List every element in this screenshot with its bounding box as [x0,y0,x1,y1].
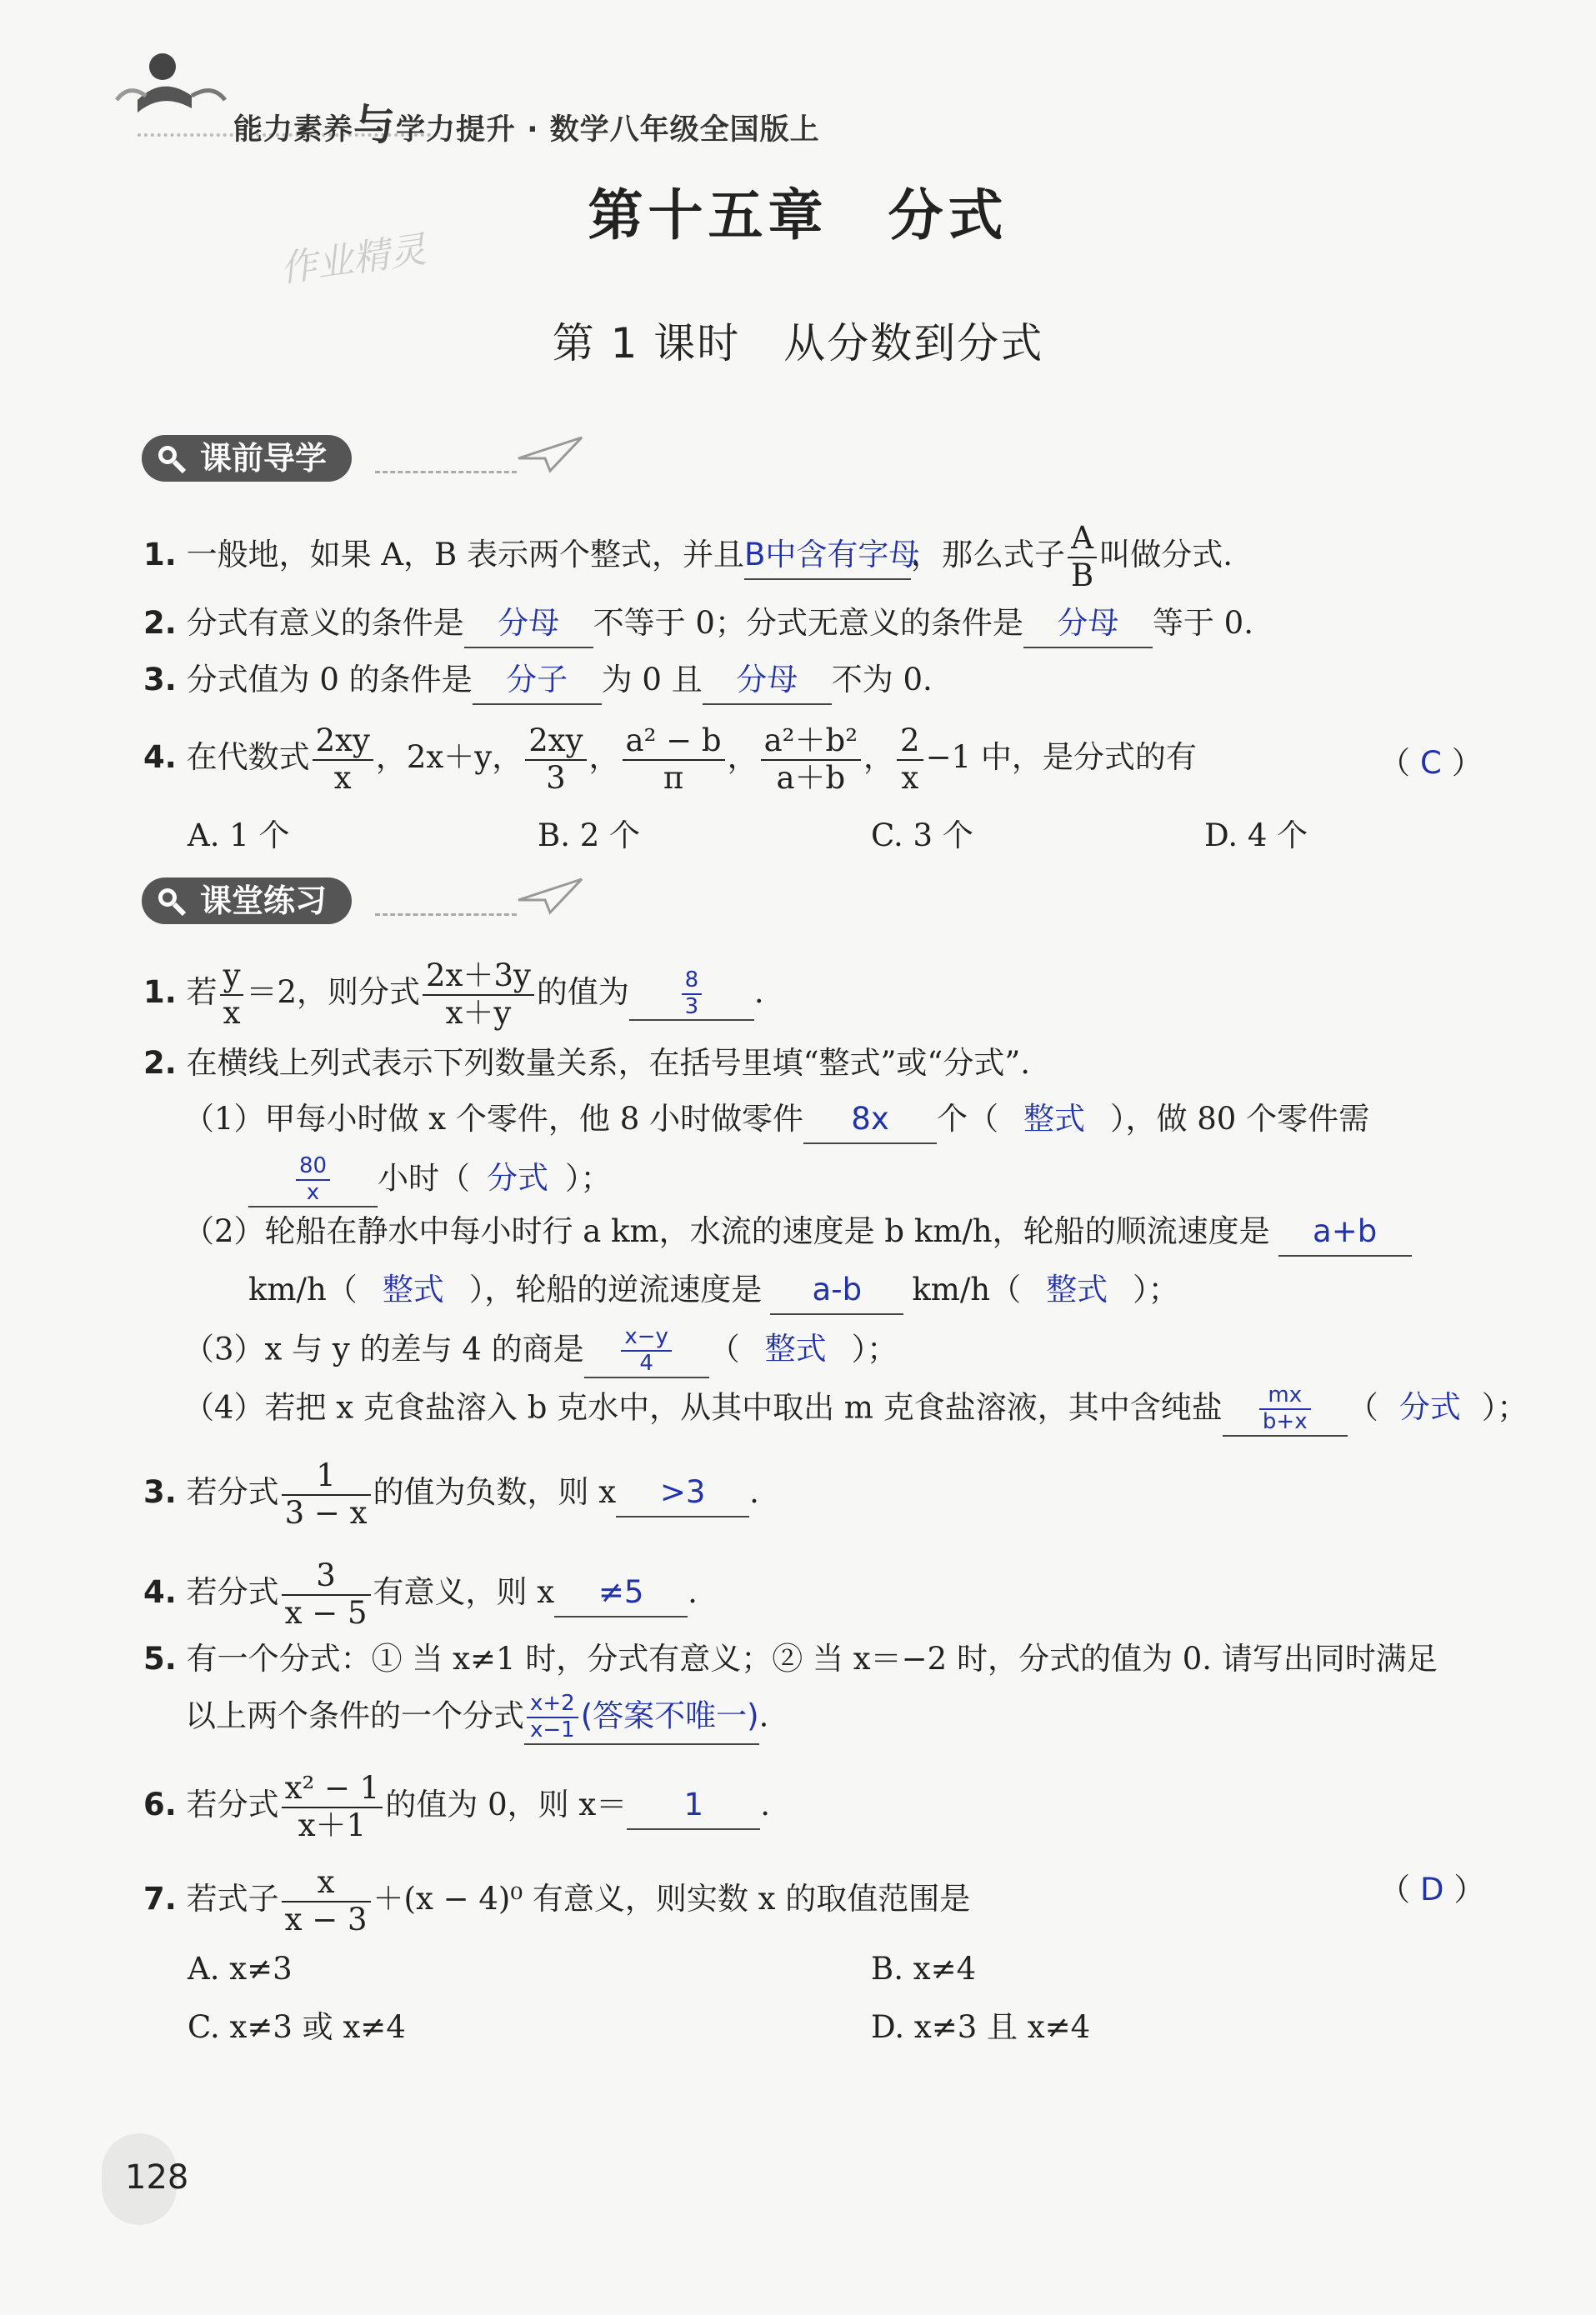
q7-option-d: D. x≠3 且 x≠4 [871,2009,1091,2045]
fraction [623,723,725,796]
answer-blank [584,1325,709,1378]
q-text: 为 0 且 [601,662,703,698]
answer-blank [248,1154,378,1208]
q-number: 1. [143,974,177,1011]
type-answer: 整式 [382,1272,444,1308]
fraction [282,1771,383,1843]
q-text: （ [1347,1389,1378,1426]
q-number: 1. [143,537,177,573]
denominator: x [223,994,241,1031]
fraction [761,723,861,796]
q-text: ，那么式子 [911,537,1066,573]
q-text: 不为 0. [831,662,933,698]
q-text: ＝2，则分式 [246,974,421,1011]
type-answer: 整式 [1023,1101,1085,1137]
q4-option-c: C. 3 个 [871,818,973,853]
q-number: 4. [143,739,177,776]
q-text: （4）若把 x 克食盐溶入 b 克水中，从其中取出 m 克食盐溶液，其中含纯盐 [183,1389,1223,1426]
denominator: x − 3 [284,1901,368,1938]
fraction [282,1558,371,1631]
denominator: a＋b [776,759,846,796]
q-text: 的值为负数，则 x [373,1474,617,1511]
answer-fraction [527,1692,578,1743]
answer-blank: 8x [803,1096,937,1144]
answer-fraction [1259,1383,1311,1435]
numerator: A [1068,521,1097,558]
fraction [313,723,373,796]
type-answer: 整式 [1046,1272,1108,1308]
magnifier-icon [155,442,187,474]
denominator: x − 5 [284,1594,368,1631]
answer-blank: a+b [1278,1208,1412,1257]
section-class-practice [142,878,352,924]
q-text: km/h（ [912,1272,1022,1308]
header-amp: 与 [353,101,397,149]
q-text: （2）轮船在静水中每小时行 a km，水流的速度是 b km/h，轮船的顺流速度是 [183,1213,1270,1249]
practice-2-part-2-cont [248,1267,1179,1315]
q-number: 5. [143,1641,177,1677]
question-3 [143,657,933,705]
section-pre-study [142,435,352,482]
numerator: x+2 [527,1692,578,1718]
q4-answer-bracket [1379,740,1483,787]
q-text: ， [727,739,758,776]
q-text: 一般地，如果 A，B 表示两个整式，并且 [186,537,745,573]
numerator: x² − 1 [282,1771,383,1808]
paper-plane-icon [517,433,583,475]
answer-blank [524,1692,759,1745]
question-4 [143,723,1197,796]
q-number: 7. [143,1881,177,1918]
q-text: 若分式 [186,1474,279,1511]
numerator: y [220,958,244,996]
q-text: ， [588,739,620,776]
q-text: ，2x＋y， [375,739,523,776]
q-text: ），轮船的逆流速度是 [468,1272,763,1308]
q-text: 在代数式 [186,739,310,776]
practice-5-cont [185,1692,768,1745]
answer-blank: ≠5 [554,1569,688,1618]
q-text: ＋(x − 4)⁰ 有意义，则实数 x 的取值范围是 [373,1881,971,1918]
q-text: 的值为 [536,974,629,1011]
numerator: 2 [897,723,923,761]
q7-option-b: B. x≠4 [871,1951,977,1987]
q-text: 若分式 [186,1574,279,1611]
q-text: km/h（ [248,1272,358,1308]
q-number: 6. [143,1787,177,1823]
q-text: 以上两个条件的一个分式 [185,1698,524,1734]
numerator: 2xy [313,723,373,761]
q4-option-d: D. 4 个 [1204,818,1308,853]
chapter-title: 第十五章 分式 [588,182,1008,248]
q-text: . [753,974,764,1011]
answer-blank: >3 [616,1469,749,1518]
q-text: 分式有意义的条件是 [186,605,464,641]
magnifier-icon [155,885,187,917]
numerator: x [282,1865,371,1902]
q-number: 2. [143,605,177,641]
q-text: 有意义，则 x [373,1574,555,1611]
page-number: 128 [125,2158,189,2197]
q-number: 3. [143,1474,177,1511]
denominator: x＋y [445,994,512,1031]
denominator: x [901,759,919,796]
q7-answer-bracket [1379,1867,1485,1913]
q-text: ， [863,739,895,776]
q-text: 不等于 0；分式无意义的条件是 [593,605,1023,641]
bracket: ） [1453,1872,1485,1908]
practice-5 [143,1636,1438,1682]
answer-blank: 分母 [1023,600,1153,648]
numerator: 3 [282,1558,371,1596]
answer-fraction [621,1325,672,1377]
numerator: a² − b [623,723,725,761]
denominator: 3 [546,759,566,796]
answer-fraction [296,1154,330,1206]
q-text: 等于 0. [1152,605,1253,641]
type-answer: 分式 [1398,1389,1461,1426]
header-right: 学力提升 · 数学八年级全国版上 [396,113,820,147]
section-pre-label: 课前导学 [200,440,328,477]
q-text: . [760,1787,771,1823]
q-text: （1）甲每小时做 x 个零件，他 8 小时做零件 [183,1101,803,1137]
practice-2-part-4 [183,1383,1528,1437]
choice-answer: C [1420,745,1442,781]
answer-blank: a-b [770,1267,903,1315]
practice-2-part-1-cont [248,1154,612,1208]
numerator: a²＋b² [761,723,861,761]
practice-4 [143,1558,698,1631]
section-dash [375,471,517,473]
answer-blank: B中含有字母 [744,532,911,580]
fraction [423,958,534,1031]
section-dash [375,913,517,916]
q-text: 小时（ [378,1160,470,1197]
reader-logo-icon [113,50,229,129]
denominator: B [1071,557,1094,593]
numerator: 80 [296,1154,330,1181]
q-text: . [758,1698,769,1734]
numerator: 8 [682,968,703,995]
q-text: . [688,1574,698,1611]
q-number: 2. [143,1045,177,1081]
practice-1 [143,958,764,1031]
q-text: . [749,1474,759,1511]
q4-option-b: B. 2 个 [538,818,641,853]
denominator: π [663,759,684,796]
fraction [220,958,244,1031]
q-text: ）； [565,1160,612,1197]
q-number: 3. [143,662,177,698]
lesson-title: 第 1 课时 从分数到分式 [552,319,1044,368]
answer-blank [629,968,754,1022]
paper-plane-icon [517,875,583,917]
q-text: 若式子 [186,1881,279,1918]
fraction [282,1458,371,1531]
denominator: x＋1 [298,1807,367,1843]
denominator: x [306,1179,320,1205]
section-class-label: 课堂练习 [200,882,328,919]
numerator: mx [1259,1383,1311,1410]
q-number: 4. [143,1574,177,1611]
q-text: 的值为 0，则 x＝ [385,1787,628,1823]
answer-blank: 分母 [703,657,832,705]
type-answer: 整式 [764,1331,827,1368]
answer-blank: 分母 [464,600,593,648]
answer-note: (答案不唯一) [580,1698,759,1734]
q-text: ）； [1481,1389,1528,1426]
numerator: 1 [282,1458,371,1496]
fraction [897,723,923,796]
q4-option-a: A. 1 个 [188,818,290,853]
fraction [282,1865,371,1938]
fraction [525,723,586,796]
question-2 [143,600,1253,648]
numerator: 2x＋3y [423,958,534,996]
q7-option-a: A. x≠3 [188,1951,293,1987]
practice-7 [143,1865,970,1938]
answer-blank [1223,1383,1348,1437]
denominator: x−1 [530,1717,575,1742]
question-1 [143,521,1233,593]
bracket: ） [1451,745,1483,781]
denominator: 3 [684,993,699,1019]
q-text: ），做 80 个零件需 [1110,1101,1370,1137]
q-text: 若 [186,974,218,1011]
numerator: 2xy [525,723,586,761]
bracket: （ [1379,745,1410,781]
practice-2-part-2 [183,1208,1412,1257]
book-header [233,92,820,152]
q7-option-c: C. x≠3 或 x≠4 [188,2009,406,2045]
answer-fraction [682,968,703,1020]
type-answer: 分式 [487,1160,548,1197]
answer-blank: 分子 [473,657,602,705]
q-text: 叫做分式. [1099,537,1233,573]
q-text: 有一个分式：① 当 x≠1 时，分式有意义；② 当 x＝−2 时，分式的值为 0. 请写出同时满足 [186,1641,1438,1677]
q-text: 个（ [937,1101,998,1137]
denominator: 3 − x [284,1494,368,1531]
header-left: 能力素养 [233,113,354,147]
q-text: 在横线上列式表示下列数量关系，在括号里填“整式”或“分式”. [186,1045,1030,1081]
q-text: −1 中，是分式的有 [925,739,1197,776]
practice-3 [143,1458,759,1531]
practice-6 [143,1771,770,1843]
q-text: 若分式 [186,1787,279,1823]
practice-2-part-3 [183,1325,898,1378]
denominator: b+x [1262,1408,1308,1434]
answer-blank: 1 [627,1782,760,1830]
q-text: 分式值为 0 的条件是 [186,662,473,698]
watermark: 作业精灵 [277,228,429,291]
q-text: ）； [1133,1272,1179,1308]
fraction [1068,521,1097,593]
practice-2 [143,1040,1030,1087]
practice-2-part-1 [183,1096,1369,1144]
denominator: x [333,759,352,796]
bracket: （ [1379,1872,1410,1908]
q-text: ）； [851,1331,898,1368]
denominator: 4 [639,1350,653,1376]
choice-answer: D [1420,1872,1444,1908]
numerator: x−y [621,1325,672,1352]
q-text: （3）x 与 y 的差与 4 的商是 [183,1331,584,1368]
q-text: （ [708,1331,740,1368]
